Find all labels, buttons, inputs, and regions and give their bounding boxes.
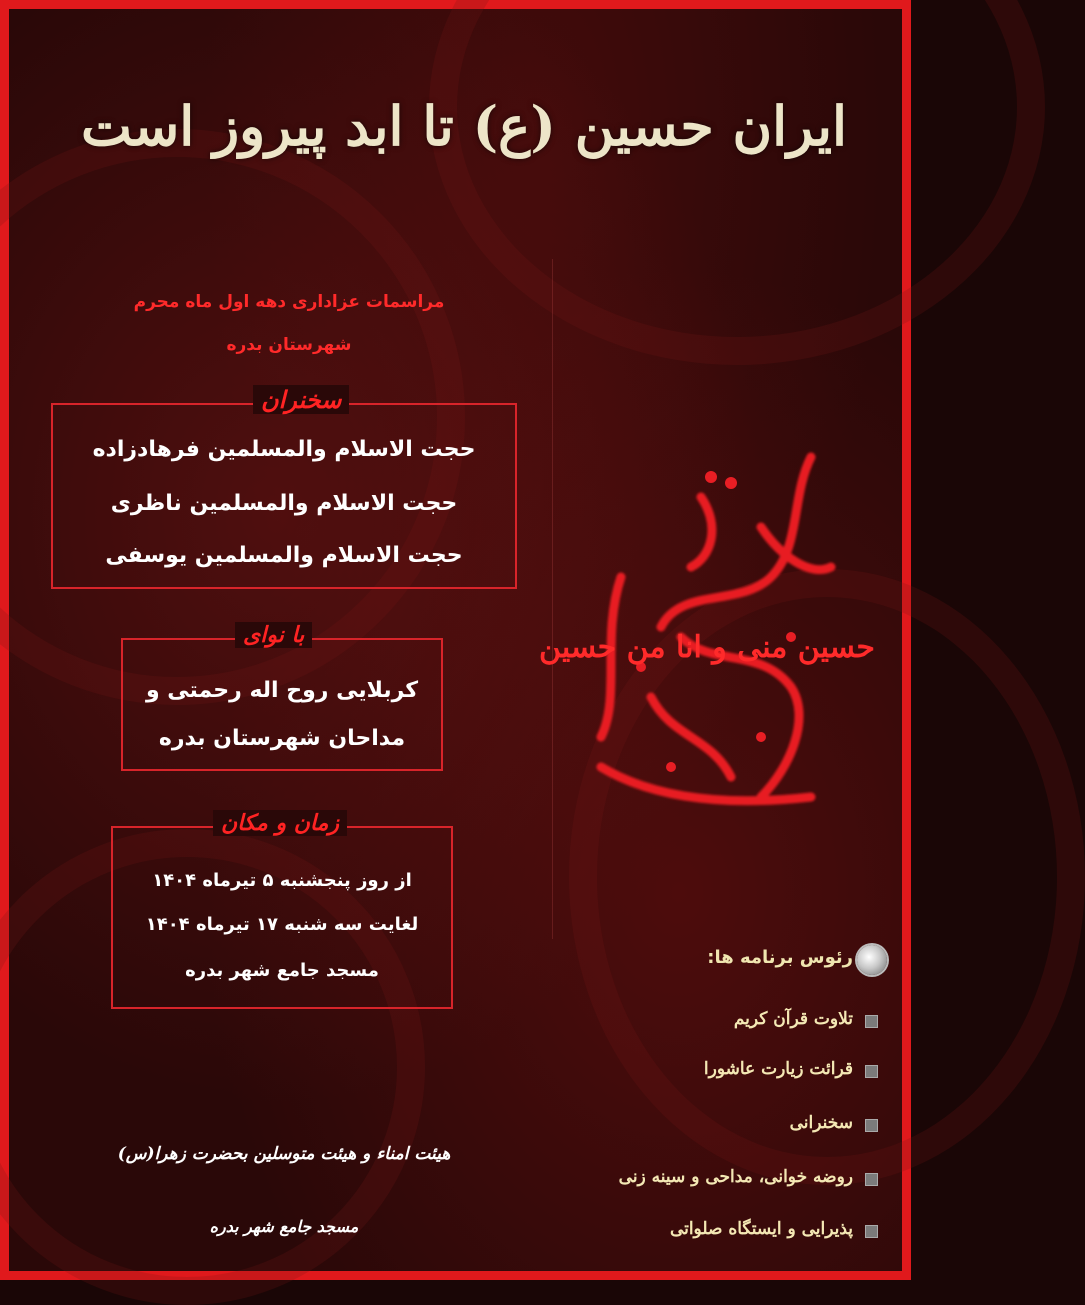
program-item: تلاوت قرآن کریم bbox=[733, 1009, 853, 1029]
center-divider bbox=[552, 259, 553, 939]
program-item: سخنرانی bbox=[789, 1113, 853, 1133]
square-bullet-icon bbox=[865, 1065, 878, 1078]
program-item: روضه خوانی، مداحی و سینه زنی bbox=[618, 1167, 853, 1187]
maddahan-box bbox=[121, 622, 443, 771]
time-line: لغایت سه شنبه ۱۷ تیرماه ۱۴۰۴ bbox=[145, 914, 419, 935]
calligraphy-text: حسین منی و انا من حسین bbox=[539, 630, 875, 665]
speaker-name: حجت الاسلام والمسلمین ناظری bbox=[110, 491, 458, 516]
program-header: رئوس برنامه ها: bbox=[707, 947, 853, 968]
footer-organizer: هیئت امناء و هیئت متوسلین بحضرت زهرا(س) bbox=[117, 1144, 451, 1164]
square-bullet-icon bbox=[865, 1173, 878, 1186]
speaker-name: حجت الاسلام والمسلمین فرهادزاده bbox=[92, 437, 476, 462]
place-line: مسجد جامع شهر بدره bbox=[185, 960, 379, 981]
intro-line-1: مراسمات عزاداری دهه اول ماه محرم bbox=[133, 292, 445, 312]
maddahan-line: کربلایی روح اله رحمتی و bbox=[145, 678, 419, 703]
intro-line-2: شهرستان بدره bbox=[226, 335, 352, 355]
speakers-box bbox=[51, 385, 517, 589]
maddahan-heading: با نوای bbox=[235, 622, 312, 648]
radio-bullet-icon bbox=[857, 945, 887, 975]
program-item: پذیرایی و ایستگاه صلواتی bbox=[669, 1219, 853, 1239]
program-item: قرائت زیارت عاشورا bbox=[703, 1059, 853, 1079]
time-line: از روز پنجشنبه ۵ تیرماه ۱۴۰۴ bbox=[152, 870, 412, 891]
time-place-heading: زمان و مکان bbox=[213, 810, 347, 836]
main-title: ایران حسین (ع) تا ابد پیروز است bbox=[81, 94, 847, 158]
background-swirl bbox=[429, 0, 1045, 365]
calligraphy-emblem bbox=[539, 437, 875, 841]
footer-venue: مسجد جامع شهر بدره bbox=[209, 1217, 359, 1236]
square-bullet-icon bbox=[865, 1225, 878, 1238]
square-bullet-icon bbox=[865, 1119, 878, 1132]
maddahan-line: مداحان شهرستان بدره bbox=[158, 726, 406, 751]
time-place-box bbox=[111, 810, 453, 1009]
square-bullet-icon bbox=[865, 1015, 878, 1028]
speakers-heading: سخنران bbox=[253, 385, 349, 414]
speaker-name: حجت الاسلام والمسلمین یوسفی bbox=[105, 543, 463, 568]
